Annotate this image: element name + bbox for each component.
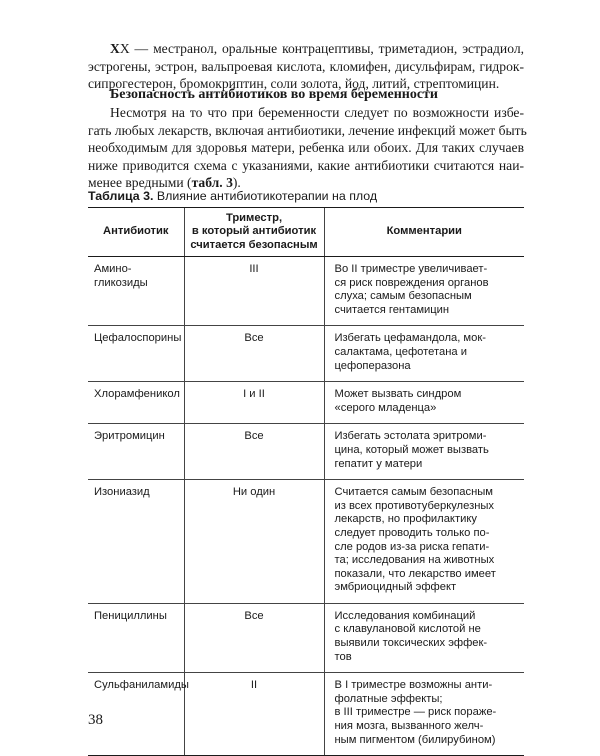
- header-line: Антибиотик: [103, 225, 169, 238]
- table-row: [88, 673, 524, 756]
- intro-line: сипрогестерон, бромокриптин, соли золота, йод, литий, стрептомицин.: [88, 76, 500, 91]
- cell-line: цефоперазона: [334, 359, 411, 372]
- cell-line: из всех противотуберкулезных: [334, 499, 495, 512]
- header-line: считается безопасным: [190, 238, 318, 251]
- comment-cell: [324, 326, 524, 382]
- cell-line: Может вызвать синдром: [334, 388, 462, 401]
- cell-line: В I триместре возможны анти-: [334, 679, 493, 692]
- header-trimester: [184, 208, 324, 257]
- trimester-cell: [184, 257, 324, 326]
- trimester-cell: [184, 603, 324, 672]
- comment-cell: [324, 603, 524, 672]
- table-row: [88, 424, 524, 480]
- body-line: Несмотря на то что при беременности следует по возможности избе-: [110, 105, 524, 120]
- cell-line: ным пигментом (билирубином): [334, 733, 496, 746]
- cell-line: лекарств, но профилактику: [334, 513, 477, 526]
- cell-line: Изониазид: [94, 486, 150, 499]
- cell-line: эмбриоцидный эффект: [334, 581, 457, 594]
- comment-cell: [324, 382, 524, 424]
- cell-line: Считается самым безопасным: [334, 486, 493, 499]
- cell-line: цина, который может вызвать: [334, 443, 489, 456]
- cell-line: сле родов из-за риска гепати-: [334, 540, 490, 553]
- cell-line: Все: [244, 609, 264, 622]
- trimester-cell: [184, 480, 324, 604]
- table-header-row: [88, 208, 524, 257]
- header-comments: [324, 208, 524, 257]
- table-caption: [88, 189, 377, 203]
- category-x-label: X: [110, 41, 120, 56]
- antibiotic-cell: [88, 480, 184, 604]
- trimester-cell: [184, 424, 324, 480]
- body-line: гать любых лекарств, включая антибиотики, лечение инфекций может быть: [88, 122, 527, 138]
- antibiotic-cell: [88, 424, 184, 480]
- intro-line: эстрогены, эстрон, вальпроевая кислота, кломифен, дисульфирам, гидрок-: [88, 58, 524, 74]
- cell-line: Хлорамфеникол: [94, 388, 180, 401]
- cell-line: с клавулановой кислотой не: [334, 623, 481, 636]
- intro-line-1-text: X — местранол, оральные контрацептивы, триметадион, эстрадиол,: [119, 41, 524, 56]
- trimester-cell: [184, 673, 324, 756]
- intro-line: [88, 40, 524, 58]
- cell-line: I и II: [243, 388, 265, 401]
- antibiotic-cell: [88, 603, 184, 672]
- antibiotic-cell: [88, 382, 184, 424]
- cell-line: Избегать эстолата эритроми-: [334, 430, 487, 443]
- cell-line: выявили токсических эффек-: [334, 637, 488, 650]
- header-line: Комментарии: [386, 225, 462, 238]
- cell-line: следует проводить только по-: [334, 526, 490, 539]
- cell-line: считается гентамицин: [334, 303, 450, 316]
- cell-line: гликозиды: [94, 276, 148, 289]
- cell-line: Избегать цефамандола, мок-: [334, 332, 486, 345]
- intro-paragraph: [88, 40, 524, 93]
- page-number: 38: [88, 712, 103, 728]
- cell-line: «серого младенца»: [334, 401, 437, 414]
- comment-cell: [324, 480, 524, 604]
- cell-line: Сульфаниламиды: [94, 679, 189, 692]
- cell-line: тов: [334, 650, 352, 663]
- cell-line: ся риск повреждения органов: [334, 276, 489, 289]
- cell-line: Исследования комбинаций: [334, 609, 476, 622]
- trimester-cell: [184, 382, 324, 424]
- table-caption-text: Влияние антибиотикотерапии на плод: [153, 189, 378, 203]
- antibiotics-table: [88, 207, 524, 756]
- cell-line: Эритромицин: [94, 430, 165, 443]
- cell-line: Все: [244, 332, 264, 345]
- cell-line: салактама, цефотетана и: [334, 345, 467, 358]
- cell-line: показали, что лекарство имеет: [334, 567, 496, 580]
- comment-cell: [324, 257, 524, 326]
- cell-line: Цефалоспорины: [94, 332, 182, 345]
- table-caption-label: Таблица 3.: [88, 189, 154, 203]
- body-line-5-text: менее вредными (: [88, 175, 192, 190]
- table-row: [88, 603, 524, 672]
- body-line-5-tail: ).: [232, 175, 241, 190]
- cell-line: фолатные эффекты;: [334, 692, 443, 705]
- header-line: в который антибиотик: [191, 225, 317, 238]
- table-row: [88, 326, 524, 382]
- table-row: [88, 382, 524, 424]
- section-heading: Безопасность антибиотиков во время беременности: [110, 87, 438, 102]
- cell-line: в III триместре — риск пораже-: [334, 706, 497, 719]
- cell-line: ния мозга, вызванного желч-: [334, 720, 484, 733]
- antibiotic-cell: [88, 257, 184, 326]
- header-antibiotic: [88, 208, 184, 257]
- comment-cell: [324, 424, 524, 480]
- comment-cell: [324, 673, 524, 756]
- header-line: Триместр,: [225, 211, 283, 224]
- table-row: [88, 257, 524, 326]
- cell-line: Все: [244, 430, 264, 443]
- cell-line: Ни один: [232, 486, 276, 499]
- table-row: [88, 480, 524, 604]
- body-line: ниже приводится схема с указаниями, какие антибиотики считаются наи-: [88, 157, 524, 173]
- table-reference: табл. 3: [191, 175, 233, 190]
- cell-line: та; исследования на животных: [334, 554, 495, 567]
- body-line: необходимым для здоровья матери, ребенка или обоих. Для таких случаев: [88, 140, 524, 155]
- body-paragraph: [88, 104, 527, 192]
- cell-line: Пенициллины: [94, 609, 167, 622]
- cell-line: II: [250, 679, 258, 692]
- cell-line: III: [249, 263, 259, 275]
- antibiotic-cell: [88, 326, 184, 382]
- cell-line: слуха; самым безопасным: [334, 290, 472, 303]
- trimester-cell: [184, 326, 324, 382]
- table-body: [88, 257, 524, 756]
- cell-line: Во II триместре увеличивает-: [334, 263, 488, 275]
- cell-line: гепатит у матери: [334, 457, 423, 470]
- cell-line: Амино-: [94, 263, 132, 275]
